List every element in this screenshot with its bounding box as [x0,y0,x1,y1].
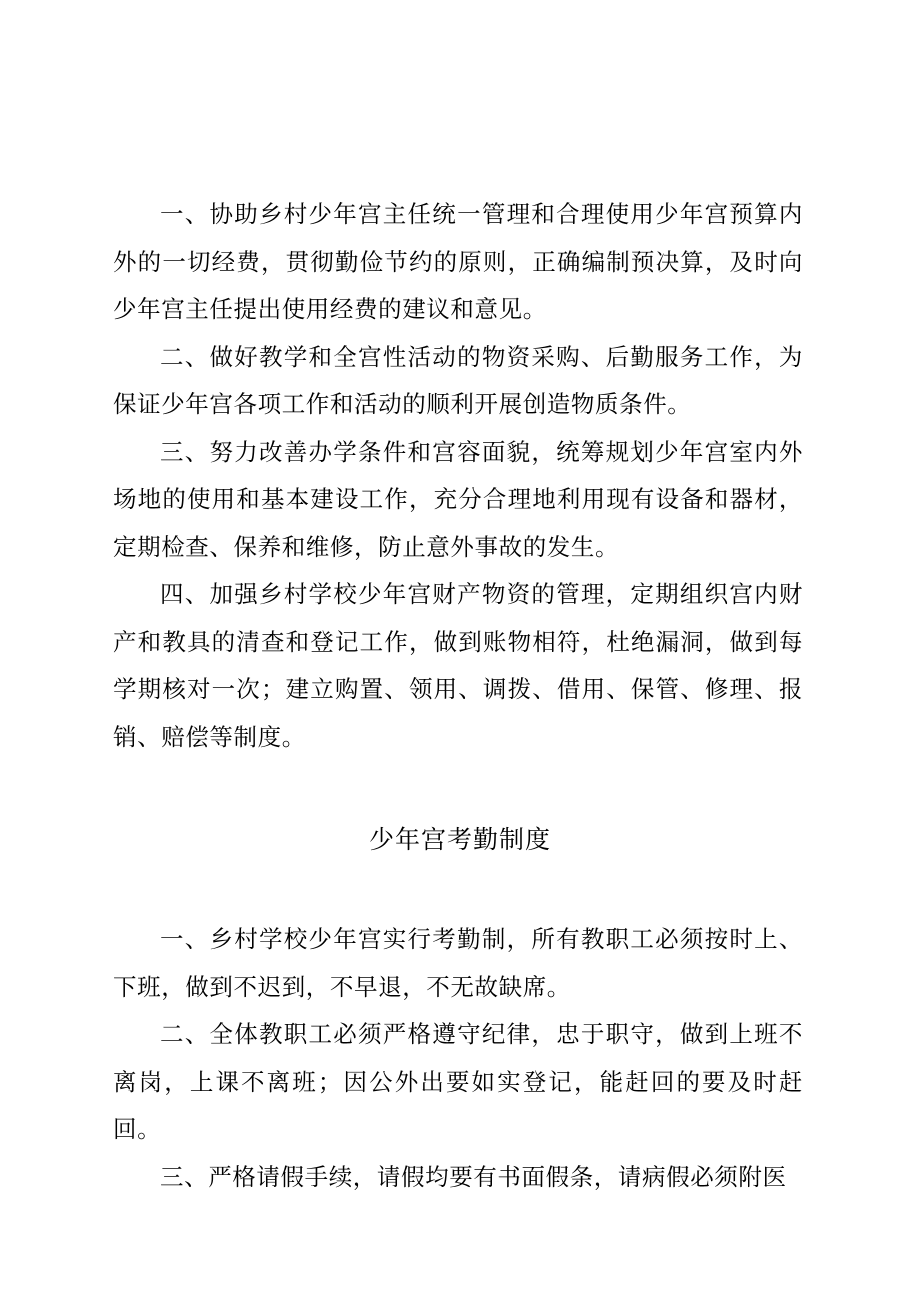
paragraph: 一、乡村学校少年宫实行考勤制，所有教职工必须按时上、下班，做到不迟到，不早退，不无故缺席。 [113,925,803,1001]
paragraph: 三、严格请假手续，请假均要有书面假条，请病假必须附医 [160,1162,787,1191]
attendance-rules-section [113,916,803,1201]
paragraph: 二、全体教职工必须严格遵守纪律，忠于职守，做到上班不离岗，上课不离班；因公外出要如实登记，能赶回的要及时赶回。 [113,1020,803,1143]
section-title: 少年宫考勤制度 [368,825,551,854]
paragraph: 一、协助乡村少年宫主任统一管理和合理使用少年宫预算内外的一切经费，贯彻勤俭节约的原则，正确编制预决算，及时向少年宫主任提出使用经费的建议和意见。 [113,200,803,323]
paragraph: 四、加强乡村学校少年宫财产物资的管理，定期组织宫内财产和教具的清查和登记工作，做到账物相符，杜绝漏洞，做到每学期核对一次；建立购置、领用、调拨、借用、保管、修理、报销、赔偿等制度。 [113,580,803,751]
paragraph: 三、努力改善办学条件和宫容面貌，统筹规划少年宫室内外场地的使用和基本建设工作，充分合理地利用现有设备和器材，定期检查、保养和维修，防止意外事故的发生。 [113,437,803,561]
paragraph: 二、做好教学和全宫性活动的物资采购、后勤服务工作，为保证少年宫各项工作和活动的顺利开展创造物质条件。 [113,342,803,418]
finance-duties-section [113,191,803,761]
